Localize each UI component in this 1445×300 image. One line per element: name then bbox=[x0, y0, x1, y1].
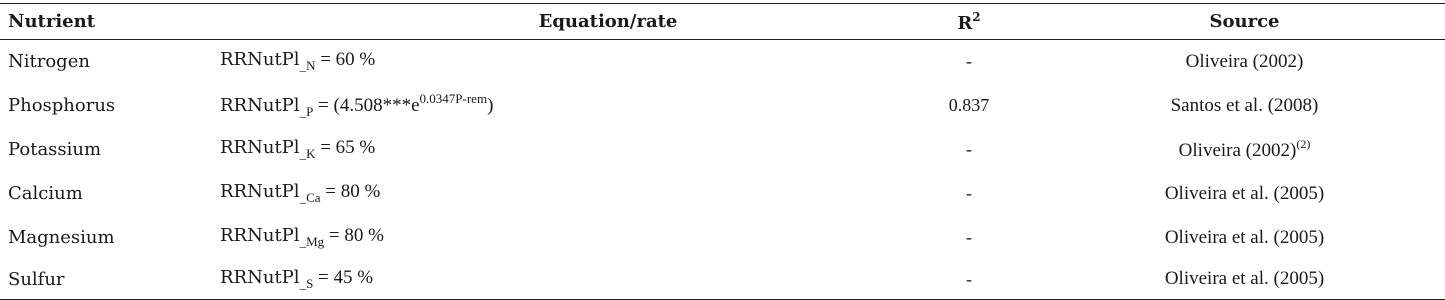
source-text: Santos et al. (2008) bbox=[1170, 94, 1319, 116]
r2-cell: - bbox=[966, 51, 972, 72]
equation-cell bbox=[212, 260, 894, 300]
equation-subscript: _Mg bbox=[299, 234, 325, 249]
table-row bbox=[0, 84, 1445, 128]
header-row bbox=[0, 4, 1445, 40]
equation-rest: = (4.508***e bbox=[313, 95, 420, 116]
table-row bbox=[0, 40, 1445, 84]
nutrient-cell: Potassium bbox=[8, 139, 102, 160]
source-footnote-sup: (2) bbox=[1296, 137, 1311, 151]
equation-base: RRNutPl bbox=[220, 181, 300, 202]
equation-cell bbox=[212, 128, 894, 172]
nutrient-equation-table bbox=[0, 3, 1445, 300]
header-r2 bbox=[894, 4, 1044, 40]
equation-rest: = 80 % bbox=[320, 181, 381, 202]
source-cell bbox=[1044, 40, 1445, 84]
nutrient-cell: Magnesium bbox=[8, 227, 115, 248]
source-text: Oliveira (2002) bbox=[1178, 140, 1297, 161]
equation-base: RRNutPl bbox=[220, 95, 300, 116]
header-source: Source bbox=[1209, 11, 1280, 32]
equation-base: RRNutPl bbox=[220, 266, 300, 288]
equation-rest: = 65 % bbox=[315, 137, 376, 158]
nutrient-cell: Nitrogen bbox=[8, 51, 90, 73]
header-r2-base: R bbox=[957, 12, 973, 34]
r2-cell: - bbox=[966, 227, 972, 247]
equation-superscript: 0.0347P-rem bbox=[419, 91, 488, 106]
nutrient-cell: Calcium bbox=[8, 183, 83, 204]
source-cell bbox=[1044, 172, 1445, 216]
source-text: Oliveira et al. (2005) bbox=[1164, 268, 1325, 290]
equation-cell bbox=[212, 84, 894, 128]
equation-base: RRNutPl bbox=[220, 137, 300, 158]
nutrient-cell: Phosphorus bbox=[8, 95, 116, 116]
equation-subscript: _Ca bbox=[299, 190, 321, 205]
equation-rest: = 45 % bbox=[313, 266, 374, 288]
equation-rest: = 80 % bbox=[324, 225, 384, 246]
equation-subscript: _N bbox=[299, 58, 316, 74]
table-header bbox=[0, 4, 1445, 40]
table-row bbox=[0, 128, 1445, 172]
table-body bbox=[0, 40, 1445, 300]
header-r2-sup: 2 bbox=[972, 9, 981, 24]
equation-rest: = 60 % bbox=[315, 49, 376, 71]
source-cell bbox=[1044, 260, 1445, 300]
source-cell bbox=[1044, 216, 1445, 260]
equation-cell bbox=[212, 216, 894, 260]
header-equation: Equation/rate bbox=[538, 11, 678, 32]
r2-cell: - bbox=[966, 139, 972, 159]
equation-subscript: _K bbox=[299, 146, 316, 161]
source-text: Oliveira et al. (2005) bbox=[1164, 226, 1325, 248]
source-cell bbox=[1044, 84, 1445, 128]
equation-base: RRNutPl bbox=[220, 225, 300, 246]
source-cell bbox=[1044, 128, 1445, 172]
header-nutrient: Nutrient bbox=[8, 11, 96, 32]
table-row bbox=[0, 172, 1445, 216]
nutrient-cell: Sulfur bbox=[8, 268, 65, 290]
equation-cell bbox=[212, 172, 894, 216]
equation-cell bbox=[212, 40, 894, 84]
equation-close: ) bbox=[487, 95, 494, 116]
table-row bbox=[0, 260, 1445, 300]
source-text: Oliveira et al. (2005) bbox=[1164, 182, 1325, 204]
equation-subscript: _P bbox=[299, 104, 314, 119]
equation-subscript: _S bbox=[299, 275, 314, 291]
r2-cell: - bbox=[966, 183, 972, 203]
r2-cell: - bbox=[966, 268, 972, 289]
source-text: Oliveira (2002) bbox=[1185, 50, 1304, 72]
r2-cell: 0.837 bbox=[948, 95, 990, 115]
table-row bbox=[0, 216, 1445, 260]
equation-base: RRNutPl bbox=[220, 49, 300, 71]
